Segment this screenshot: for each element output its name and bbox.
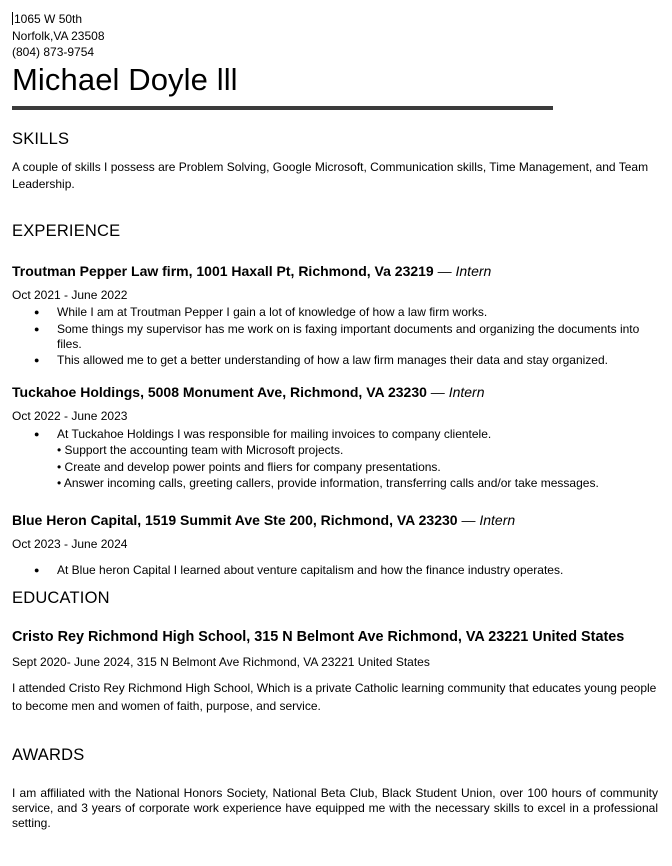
awards-heading: AWARDS — [12, 746, 85, 764]
bullet-item: ● Some things my supervisor has me work on is faxing important documents and organizing the documents into files. — [12, 322, 642, 352]
job-bullets — [12, 305, 642, 370]
bullet-item: ● At Tuckahoe Holdings I was responsible for mailing invoices to company clientele. — [12, 427, 642, 442]
job-org: Tuckahoe Holdings, 5008 Monument Ave, Richmond, VA 23230 — [12, 384, 427, 400]
awards-text: I am affiliated with the National Honors Society, National Beta Club, Black Student Union, over 100 hours of community service, and 3 years of corporate work experience have equipped me with the necessary skills to excel in a professional setting. — [12, 786, 658, 830]
education-heading: EDUCATION — [12, 589, 110, 607]
job-title-line — [12, 262, 491, 280]
job-title: Intern — [479, 512, 516, 528]
skills-heading: SKILLS — [12, 130, 70, 148]
job-org: Troutman Pepper Law firm, 1001 Haxall Pt, Richmond, Va 23219 — [12, 263, 434, 279]
job-dates: Oct 2021 - June 2022 — [12, 288, 128, 302]
education-school: Cristo Rey Richmond High School, 315 N Belmont Ave Richmond, VA 23221 United States — [12, 629, 625, 645]
job-separator: — — [426, 384, 449, 400]
contact-street: 1065 W 50th — [14, 12, 83, 26]
subline-item: • Answer incoming calls, greeting callers, provide information, transferring calls and/or take messages. — [57, 476, 599, 490]
job-title-line — [12, 383, 485, 401]
education-text: I attended Cristo Rey Richmond High School, Which is a private Catholic learning community that educates young people to become men and women of faith, purpose, and service. — [12, 681, 657, 713]
job-dates: Oct 2022 - June 2023 — [12, 409, 128, 423]
education-dates: Sept 2020- June 2024, 315 N Belmont Ave Richmond, VA 23221 United States — [12, 655, 430, 669]
name-divider — [12, 106, 553, 110]
bullet-item: ● This allowed me to get a better understanding of how a law firm manages their data and stay organized. — [12, 353, 642, 368]
job-dates: Oct 2023 - June 2024 — [12, 537, 128, 551]
contact-block — [12, 11, 105, 61]
job-org: Blue Heron Capital, 1519 Summit Ave Ste 200, Richmond, VA 23230 — [12, 512, 458, 528]
subline-item: • Create and develop power points and fliers for company presentations. — [57, 459, 441, 474]
job-title: Intern — [455, 263, 492, 279]
skills-text: A couple of skills I possess are Problem Solving, Google Microsoft, Communication skills, Time Management, and Team Leadership. — [12, 160, 649, 191]
resume-name: Michael Doyle lll — [12, 62, 238, 97]
bullet-item: ● At Blue heron Capital I learned about venture capitalism and how the finance industry operates. — [12, 563, 642, 578]
contact-city: Norfolk,VA 23508 — [12, 28, 105, 43]
text-cursor — [12, 12, 13, 25]
job-title: Intern — [448, 384, 485, 400]
job-separator: — — [433, 263, 456, 279]
job-separator: — — [457, 512, 480, 528]
bullet-item: ● While I am at Troutman Pepper I gain a lot of knowledge of how a law firm works. — [12, 305, 642, 320]
contact-phone: (804) 873-9754 — [12, 45, 95, 59]
job-bullets — [12, 563, 642, 580]
job-title-line — [12, 511, 515, 529]
subline-item: • Support the accounting team with Microsoft projects. — [57, 443, 344, 457]
job-sublines — [12, 442, 652, 492]
experience-heading: EXPERIENCE — [12, 222, 121, 240]
